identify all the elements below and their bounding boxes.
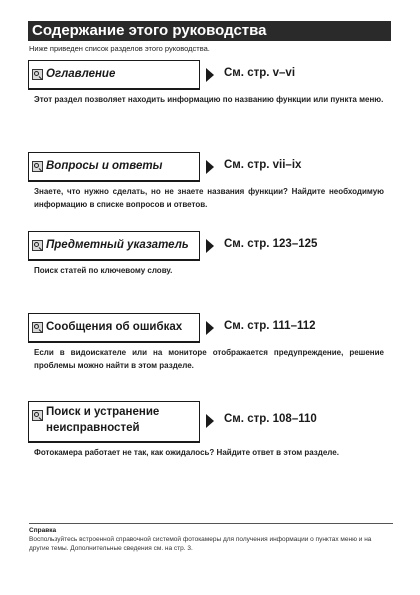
section-contents	[28, 60, 392, 106]
section-label-box	[28, 401, 200, 443]
arrow-right-icon	[206, 68, 214, 82]
section-label-box	[28, 231, 200, 261]
section-label-box	[28, 60, 200, 90]
help-footer	[29, 523, 393, 553]
section-troubleshooting	[28, 401, 392, 459]
arrow-right-icon	[206, 321, 214, 335]
section-header	[28, 313, 392, 343]
page-title: Содержание этого руководства	[28, 21, 391, 41]
section-label: Вопросы и ответы	[46, 160, 163, 172]
page-reference: См. стр. v–vi	[224, 67, 296, 79]
magnifier-icon	[32, 240, 43, 251]
section-label-line-1: Поиск и устранение	[46, 406, 160, 418]
section-label: Оглавление	[46, 68, 116, 80]
arrow-right-icon	[206, 414, 214, 428]
footer-divider	[29, 523, 393, 524]
intro-text: Ниже приведен список разделов этого руководства.	[29, 44, 210, 53]
section-description: Если в видоискателе или на мониторе отображается предупреждение, решение проблемы можно найти в этом разделе.	[34, 348, 384, 370]
section-faq	[28, 152, 392, 211]
page-reference: См. стр. 111–112	[224, 320, 316, 332]
section-description: Фотокамера работает не так, как ожидалось? Найдите ответ в этом разделе.	[34, 448, 339, 457]
arrow-right-icon	[206, 160, 214, 174]
arrow-right-icon	[206, 239, 214, 253]
page-reference: См. стр. 108–110	[224, 413, 317, 425]
section-header	[28, 60, 392, 90]
section-header	[28, 231, 392, 261]
section-header	[28, 152, 392, 182]
section-label: Предметный указатель	[46, 239, 189, 251]
section-label	[46, 404, 159, 436]
magnifier-icon	[32, 161, 43, 172]
page-reference: См. стр. 123–125	[224, 238, 318, 250]
magnifier-icon	[32, 69, 43, 80]
magnifier-icon	[32, 322, 43, 333]
section-label: Сообщения об ошибках	[46, 321, 183, 333]
footer-text: Воспользуйтесь встроенной справочной системой фотокамеры для получения информации о пунктах меню и на другие темы. Дополнительные сведения см. на стр. 3.	[29, 536, 372, 552]
page-reference: См. стр. vii–ix	[224, 159, 302, 171]
section-header	[28, 401, 392, 443]
section-error-messages	[28, 313, 392, 372]
magnifier-icon	[32, 410, 43, 421]
section-description: Поиск статей по ключевому слову.	[34, 266, 173, 275]
section-index	[28, 231, 392, 277]
footer-title: Справка	[29, 527, 57, 534]
section-description: Этот раздел позволяет находить информацию по названию функции или пункта меню.	[34, 95, 384, 104]
section-label-box	[28, 152, 200, 182]
section-description: Знаете, что нужно сделать, но не знаете названия функции? Найдите необходимую информацию в списке вопросов и ответов.	[34, 187, 384, 209]
section-label-line-2: неисправностей	[46, 422, 140, 434]
section-label-box	[28, 313, 200, 343]
